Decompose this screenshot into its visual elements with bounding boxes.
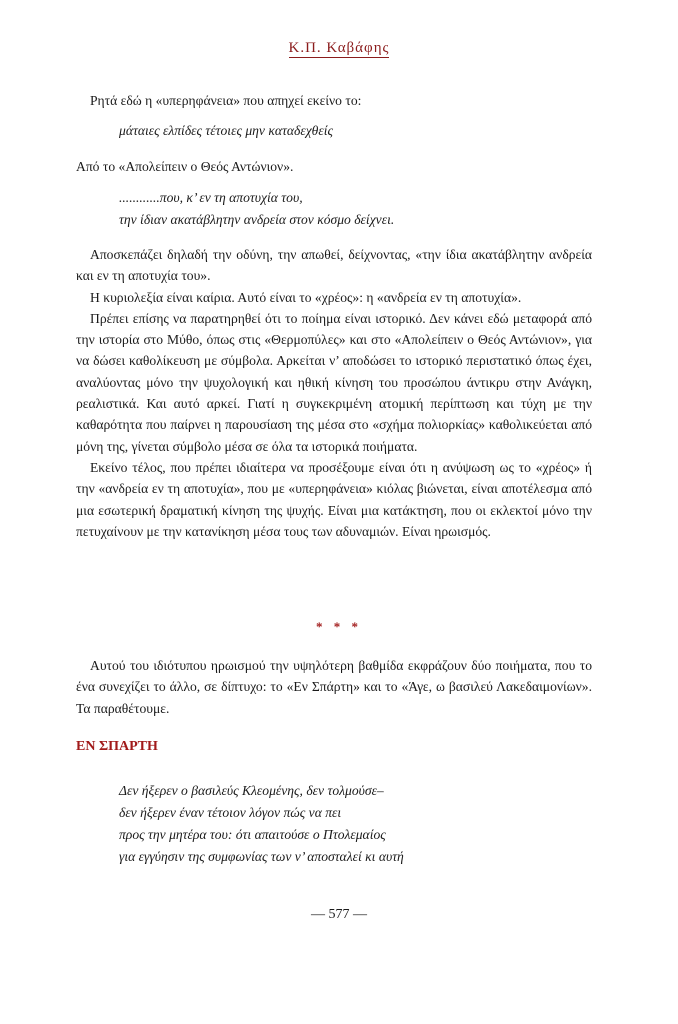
paragraph: Πρέπει επίσης να παρατηρηθεί ότι το ποίημα είναι ιστορικό. Δεν κάνει εδώ μεταφορά από την ιστορία στο Μύθο, όπως στις «Θερμοπύλες» και στο «Απολείπειν ο Θεός Αντώνιον», για να δώσει καθολίκευση με σύμβολα. Αρκείται ν’ αποδώσει το ιστορικό περιστατικό όπως έχει, αναλύοντας μόνο την ψυχολογική και ηθική κίνηση του προσώπου άντικρυ στην Ανάγκη, ρεαλιστικά. Και αυτό αρκεί. Γιατί η συγκεκριμένη ατομική περίπτωση και τύχη με την καθαρότητα που παίρνει η παρουσίαση της μέσα στο «σχήμα πολιορκίας» καθολικεύεται από μόνη της, γίνεται σύμβολο μέσα σε όλα τα ιστορικά ποιήματα. — [76, 310, 592, 454]
section-separator: * * * — [316, 619, 362, 634]
poem-line: προς την μητέρα του: ότι απαιτούσε ο Πτολεμαίος — [119, 827, 386, 842]
poem-line: Δεν ήξερεν ο βασιλεύς Κλεομένης, δεν τολμούσε– — [119, 783, 384, 798]
after-text — [76, 655, 592, 719]
paragraph: Εκείνο τέλος, που πρέπει ιδιαίτερα να προσέξουμε είναι ότι η ανύψωση ως το «χρέος» ή την «ανδρεία εν τη αποτυχία», που με «υπερηφάνεια» κιόλας βιώνεται, είναι αποτέλεσμα από μια εσωτερική δραματική κίνηση της ψυχής. Είναι μια κατάκτηση, που οι εκλεκτοί μόνο την πετυχαίνουν με την κατανίκηση μέσα τους των αδυναμιών. Είναι ηρωισμός. — [76, 459, 592, 539]
poem-line: δεν ήξερεν έναν τέτοιον λόγον πώς να πει — [119, 805, 342, 820]
quote-line-2: την ίδιαν ακατάβλητην ανδρεία στον κόσμο δείχνει. — [119, 212, 395, 227]
intro-line: Ρητά εδώ η «υπερηφάνεια» που απηχεί εκείνο το: — [90, 93, 362, 108]
intro-source-line: Από το «Απολείπειν ο Θεός Αντώνιον». — [76, 159, 294, 174]
page-number: — 577 — — [311, 907, 367, 922]
quote-line-1: ............που, κ’ εν τη αποτυχία του, — [119, 190, 303, 205]
running-header — [0, 40, 678, 57]
intro-quote: μάταιες ελπίδες τέτοιες μην καταδεχθείς — [119, 123, 334, 138]
header-title: Κ.Π. Καβάφης — [288, 40, 390, 56]
paragraph: Αποσκεπάζει δηλαδή την οδύνη, την απωθεί, δείχνοντας, «την ίδια ακατάβλητην ανδρεία και εν τη αποτυχία του». — [76, 247, 592, 284]
paragraph: Η κυριολεξία είναι καίρια. Αυτό είναι το «χρέος»: η «ανδρεία εν τη αποτυχία». — [90, 289, 522, 305]
paragraph: Αυτού του ιδιότυπου ηρωισμού την υψηλότερη βαθμίδα εκφράζουν δύο ποιήματα, που το ένα συνεχίζει το άλλο, σε δίπτυχο: το «Εν Σπάρτη» και το «Άγε, ω βασιλεύ Λακεδαιμονίων». Τα παραθέτουμε. — [76, 658, 592, 716]
poem-title: ΕΝ ΣΠΑΡΤΗ — [76, 739, 158, 754]
body-text — [76, 244, 592, 542]
poem-line: για εγγύησιν της συμφωνίας των ν’ αποσταλεί κι αυτή — [119, 849, 404, 864]
